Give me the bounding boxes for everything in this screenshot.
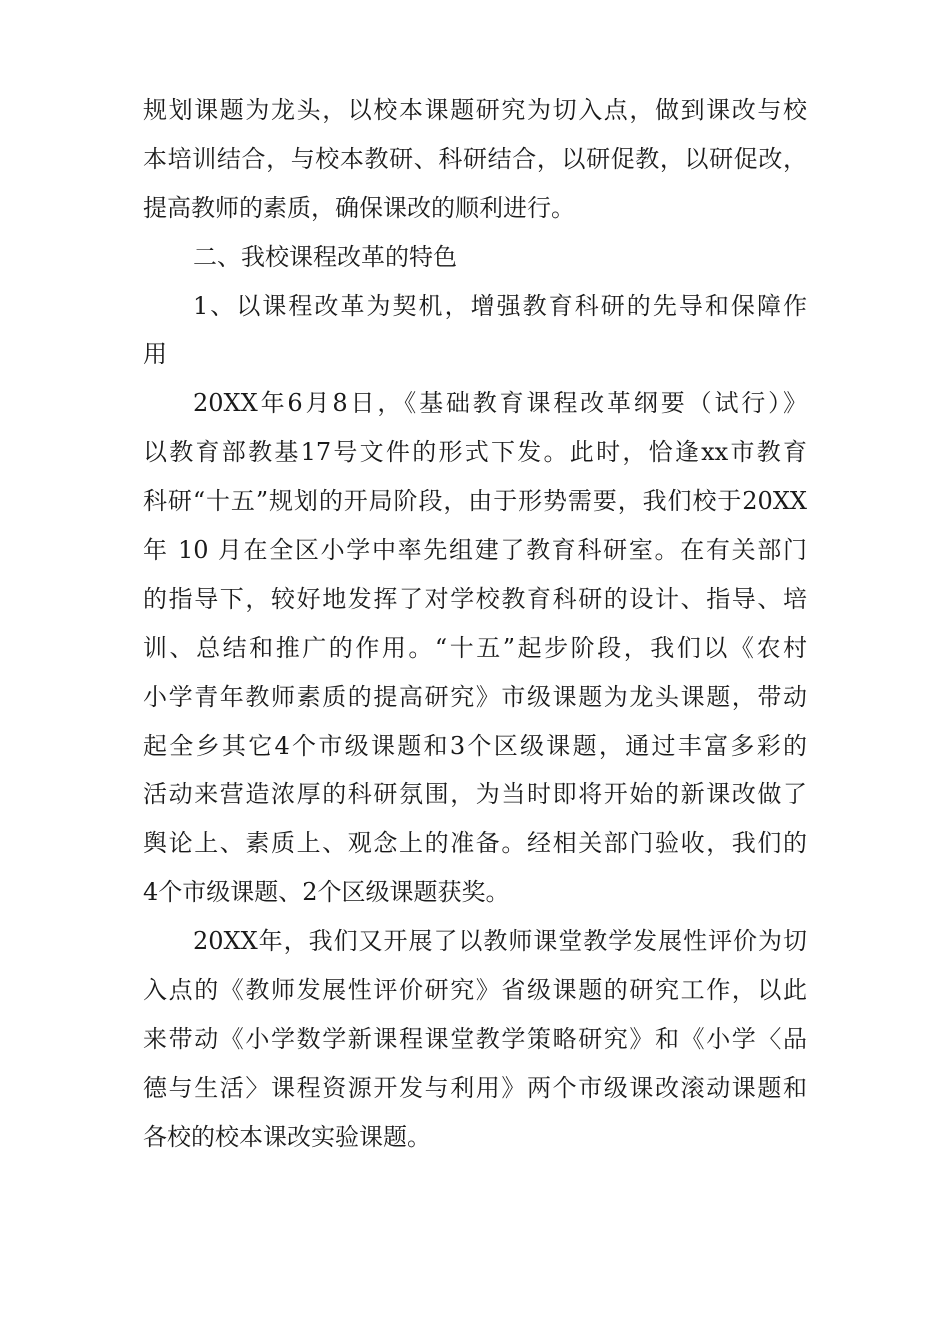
text-line: 各校的校本课改实验课题。 <box>143 1122 431 1151</box>
text-line: 入点的《教师发展性评价研究》省级课题的研究工作，以此 <box>143 976 807 1005</box>
text-line: 德与生活〉课程资源开发与利用》两个市级课改滚动课题和 <box>143 1073 807 1102</box>
text-line: 科研“十五”规划的开局阶段，由于形势需要，我们校于20XX <box>143 487 807 516</box>
subsection-heading-continued: 用 <box>143 340 167 369</box>
subsection-heading: 1、以课程改革为契机，增强教育科研的先导和保障作 <box>193 291 807 320</box>
text-line: 规划课题为龙头，以校本课题研究为切入点，做到课改与校 <box>143 96 807 124</box>
text-line: 20XX年，我们又开展了以教师课堂教学发展性评价为切 <box>193 927 807 956</box>
text-line: 20XX年6月8日，《基础教育课程改革纲要（试行）》 <box>193 389 807 418</box>
text-line: 起全乡其它4个市级课题和3个区级课题，通过丰富多彩的 <box>143 731 807 760</box>
text-line: 来带动《小学数学新课程课堂教学策略研究》和《小学〈品 <box>143 1024 807 1053</box>
text-line: 提高教师的素质，确保课改的顺利进行。 <box>143 193 575 222</box>
text-line: 本培训结合，与校本教研、科研结合，以研促教，以研促改， <box>143 144 807 173</box>
text-line: 的指导下，较好地发挥了对学校教育科研的设计、指导、培 <box>143 584 807 613</box>
text-line: 以教育部教基17号文件的形式下发。此时，恰逢xx市教育 <box>143 438 807 467</box>
text-line: 年 10 月在全区小学中率先组建了教育科研室。在有关部门 <box>143 536 807 565</box>
body-text <box>143 86 807 1162</box>
text-line: 舆论上、素质上、观念上的准备。经相关部门验收，我们的 <box>143 829 807 858</box>
text-line: 小学青年教师素质的提高研究》市级课题为龙头课题，带动 <box>143 682 807 711</box>
text-line: 活动来营造浓厚的科研氛围，为当时即将开始的新课改做了 <box>143 780 807 809</box>
text-line: 4个市级课题、2个区级课题获奖。 <box>143 878 510 907</box>
section-heading: 二、我校课程改革的特色 <box>193 242 457 271</box>
text-line: 训、总结和推广的作用。“十五”起步阶段，我们以《农村 <box>143 633 807 662</box>
